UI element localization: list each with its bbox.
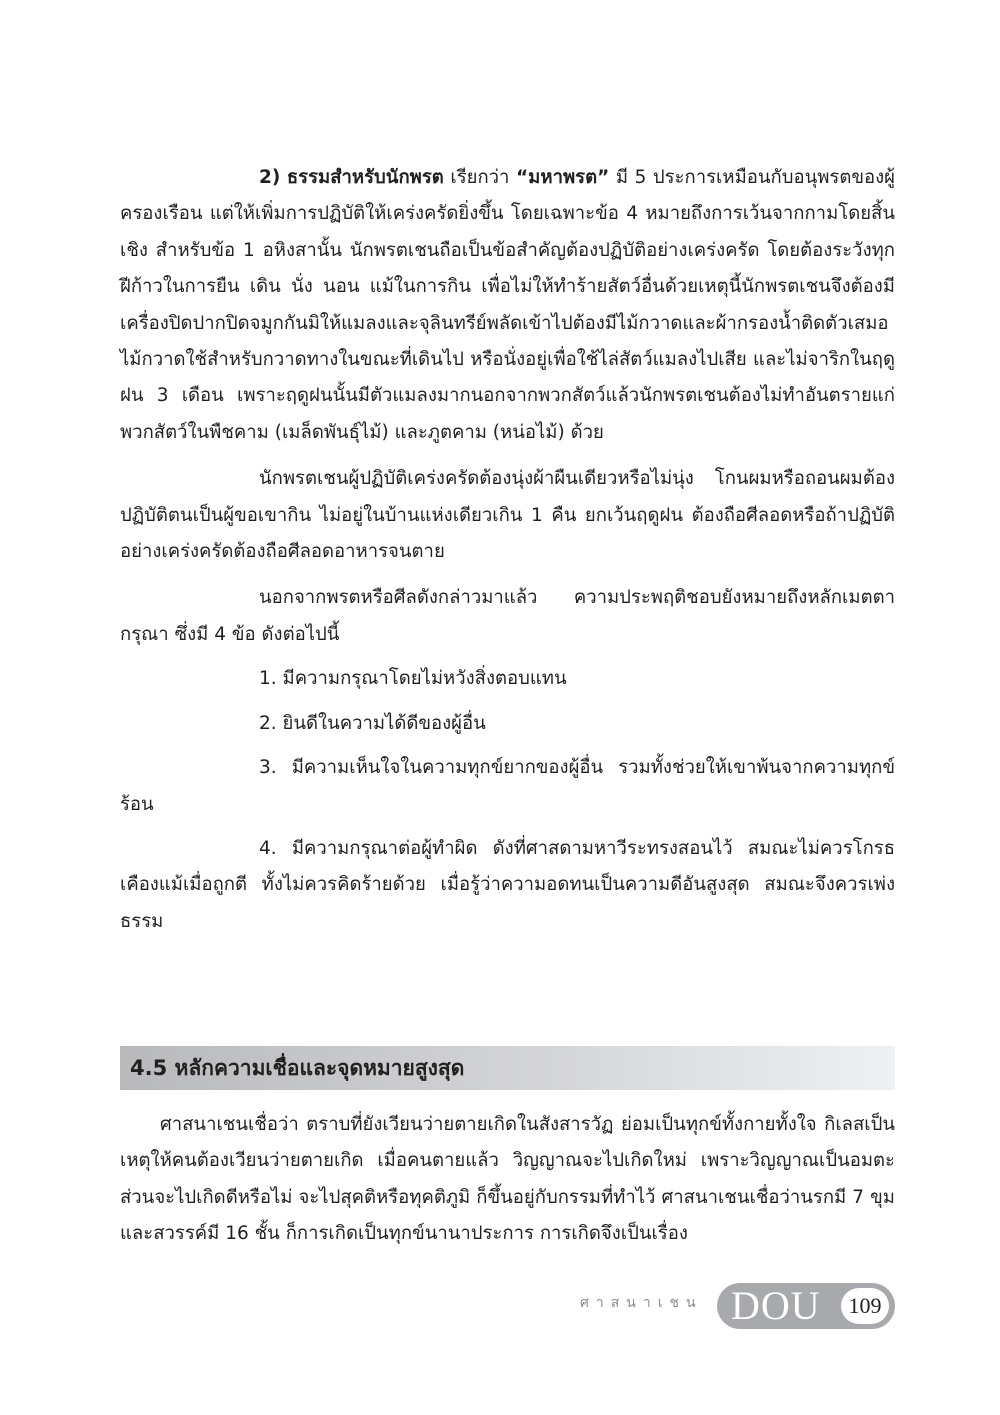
paragraph-strict-practice: นักพรตเชนผู้ปฏิบัติเคร่งครัดต้องนุ่งผ้าผืนเดียวหรือไม่นุ่ง โกนผมหรือถอนผมต้องปฏิบัติตนเป็นผู้ขอเขากิน ไม่อยู่ในบ้านแห่งเดียวเกิน 1 คืน ยกเว้นฤดูฝน ต้องถือศีลอดหรือถ้าปฏิบัติอย่างเคร่งครัดต้องถือศีลอดอาหารจนตาย xyxy=(120,468,895,563)
list-item: 3. มีความเห็นใจในความทุกข์ยากของผู้อื่น รวมทั้งช่วยให้เขาพ้นจากความทุกข์ร้อน xyxy=(120,757,895,815)
footer-badge xyxy=(717,1283,895,1329)
list-item: 4. มีความกรุณาต่อผู้ทำผิด ดังที่ศาสดามหาวีระทรงสอนไว้ สมณะไม่ควรโกรธเคืองแม้เมื่อถูกตี ทั้งไม่ควรคิดร้ายด้วย เมื่อรู้ว่าความอดทนเป็นความดีอันสูงสุด สมณะจึงควรเพ่งธรรม xyxy=(120,837,895,932)
paragraph-text: เรียกว่า xyxy=(443,167,517,188)
page-number: 109 xyxy=(841,1288,889,1324)
item-number: 2) xyxy=(259,167,281,188)
section-heading xyxy=(120,1046,895,1090)
dou-logo: DOU xyxy=(731,1283,821,1328)
paragraph-text: มี 5 ประการเหมือนกับอนุพรตของผู้ครองเรือน แต่ให้เพิ่มการปฏิบัติให้เคร่งครัดยิ่งขึ้น โดยเฉพาะข้อ 4 หมายถึงการเว้นจากกามโดยสิ้นเชิง สำหรับข้อ 1 อหิงสานั้น นักพรตเชนถือเป็นข้อสำคัญต้องปฏิบัติอย่างเคร่งครัด โดยต้องระวังทุกฝีก้าวในการยืน เดิน นั่ง นอน แม้ในการกิน เพื่อไม่ให้ทำร้ายสัตว์อื่นด้วยเหตุนี้นักพรตเชนจึงต้องมีเครื่องปิดปากปิดจมูกกันมิให้แมลงและจุลินทรีย์พลัดเข้าไปต้องมีไม้กวาดและผ้ากรองน้ำติดตัวเสมอ ไม้กวาดใช้สำหรับกวาดทางในขณะที่เดินไป หรือนั่งอยู่เพื่อใช้ไล่สัตว์แมลงไปเสีย และไม่จาริกในฤดูฝน 3 เดือน เพราะฤดูฝนนั้นมีตัวแมลงมากนอกจากพวกสัตว์แล้วนักพรตเชนต้องไม่ทำอันตรายแก่พวกสัตว์ในพืชคาม (เมล็ดพันธุ์ไม้) และภูตคาม (หน่อไม้) ด้วย xyxy=(120,167,895,443)
section-body xyxy=(120,1107,895,1253)
list-item: 2. ยินดีในความได้ดีของผู้อื่น xyxy=(259,712,486,734)
section-heading-text: 4.5 หลักความเชื่อและจุดหมายสูงสุด xyxy=(130,1055,465,1080)
page-body xyxy=(120,160,895,940)
bold-quote: “มหาพรต” xyxy=(516,167,610,188)
list-item: 1. มีความกรุณาโดยไม่หวังสิ่งตอบแทน xyxy=(259,668,567,690)
paragraph-compassion-intro: นอกจากพรตหรือศีลดังกล่าวมาแล้ว ความประพฤติชอบยังหมายถึงหลักเมตตากรุณา ซึ่งมี 4 ข้อ ดังต่อไปนี้ xyxy=(120,587,895,645)
bold-term: ธรรมสำหรับนักพรต xyxy=(286,167,444,188)
footer-course-name: ศาสนาเชน xyxy=(580,1295,703,1311)
paragraph-beliefs: ศาสนาเชนเชื่อว่า ตราบที่ยังเวียนว่ายตายเกิดในสังสารวัฏ ย่อมเป็นทุกข์ทั้งกายทั้งใจ กิเลสเป็นเหตุให้คนต้องเวียนว่ายตายเกิด เมื่อคนตายแล้ว วิญญาณจะไปเกิดใหม่ เพราะวิญญาณเป็นอมตะ ส่วนจะไปเกิดดีหรือไม่ จะไปสุคติหรือทุคติภูมิ ก็ขึ้นอยู่กับกรรมที่ทำไว้ ศาสนาเชนเชื่อว่านรกมี 7 ขุม และสวรรค์มี 16 ชั้น ก็การเกิดเป็นทุกข์นานาประการ การเกิดจึงเป็นเรื่อง xyxy=(120,1114,895,1245)
paragraph-great-vows xyxy=(120,160,895,451)
